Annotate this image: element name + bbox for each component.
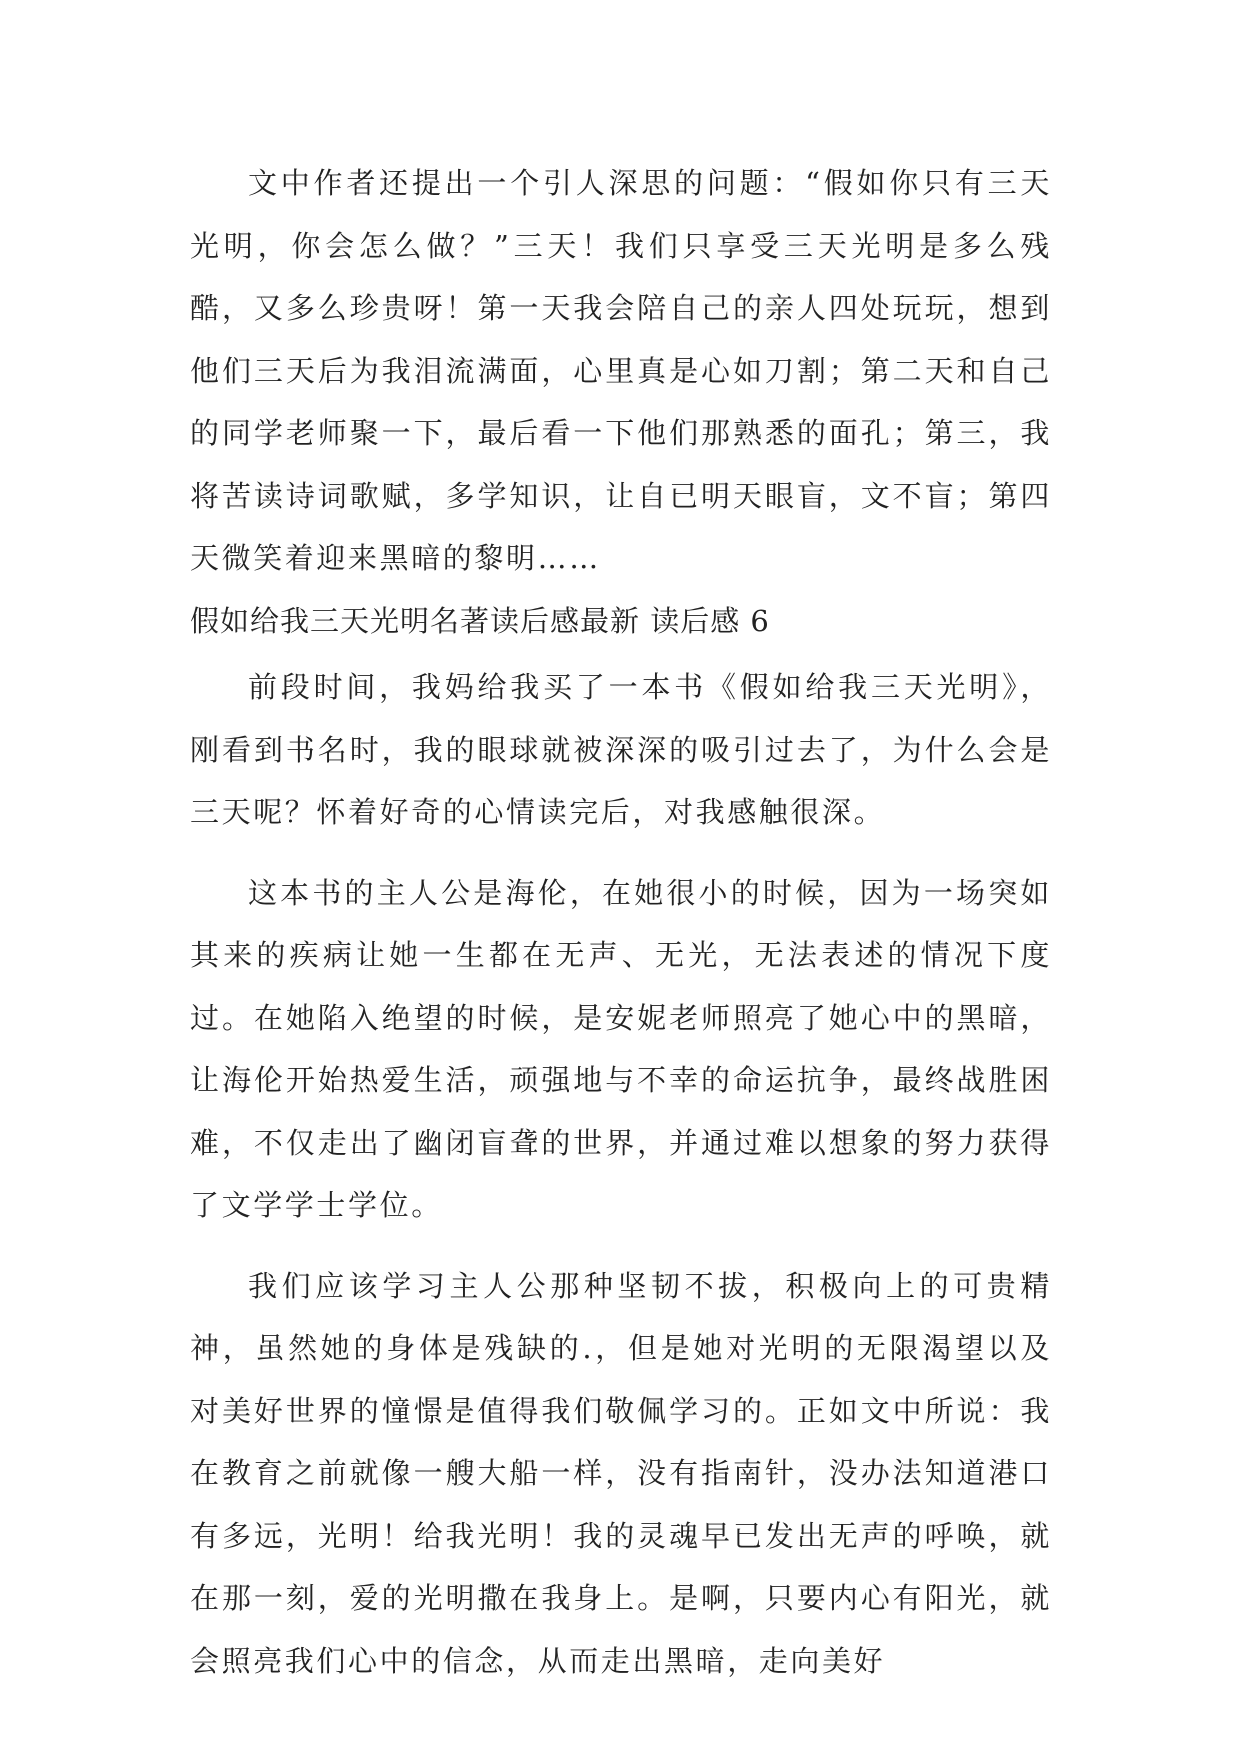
paragraph: 前段时间，我妈给我买了一本书《假如给我三天光明》，刚看到书名时，我的眼球就被深深的吸引过去了，为什么会是三天呢？怀着好奇的心情读完后，对我感触很深。 bbox=[190, 670, 1052, 829]
paragraph: 这本书的主人公是海伦，在她很小的时候，因为一场突如其来的疾病让她一生都在无声、无光，无法表述的情况下度过。在她陷入绝望的时候，是安妮老师照亮了她心中的黑暗，让海伦开始热爱生活，顽强地与不幸的命运抗争，最终战胜困难，不仅走出了幽闭盲聋的世界，并通过难以想象的努力获得了文学学士学位。 bbox=[190, 875, 1052, 1222]
document-body bbox=[190, 152, 1052, 1710]
paragraph: 我们应该学习主人公那种坚韧不拔，积极向上的可贵精神，虽然她的身体是残缺的.，但是她对光明的无限渴望以及对美好世界的憧憬是值得我们敬佩学习的。正如文中所说：我在教育之前就像一艘大船一样，没有指南针，没办法知道港口有多远，光明！给我光明！我的灵魂早已发出无声的呼唤，就在那一刻，爱的光明撒在我身上。是啊，只要内心有阳光，就会照亮我们心中的信念，从而走出黑暗，走向美好 bbox=[190, 1268, 1052, 1678]
section-heading: 假如给我三天光明名著读后感最新 读后感 6 bbox=[190, 603, 770, 638]
paragraph-continued: 文中作者还提出一个引人深思的问题：“假如你只有三天光明，你会怎么做？”三天！我们只享受三天光明是多么残酷，又多么珍贵呀！第一天我会陪自己的亲人四处玩玩，想到他们三天后为我泪流满面，心里真是心如刀割；第二天和自己的同学老师聚一下，最后看一下他们那熟悉的面孔；第三，我将苦读诗词歌赋，多学知识，让自已明天眼盲，文不盲；第四天微笑着迎来黑暗的黎明…… bbox=[190, 166, 1052, 575]
